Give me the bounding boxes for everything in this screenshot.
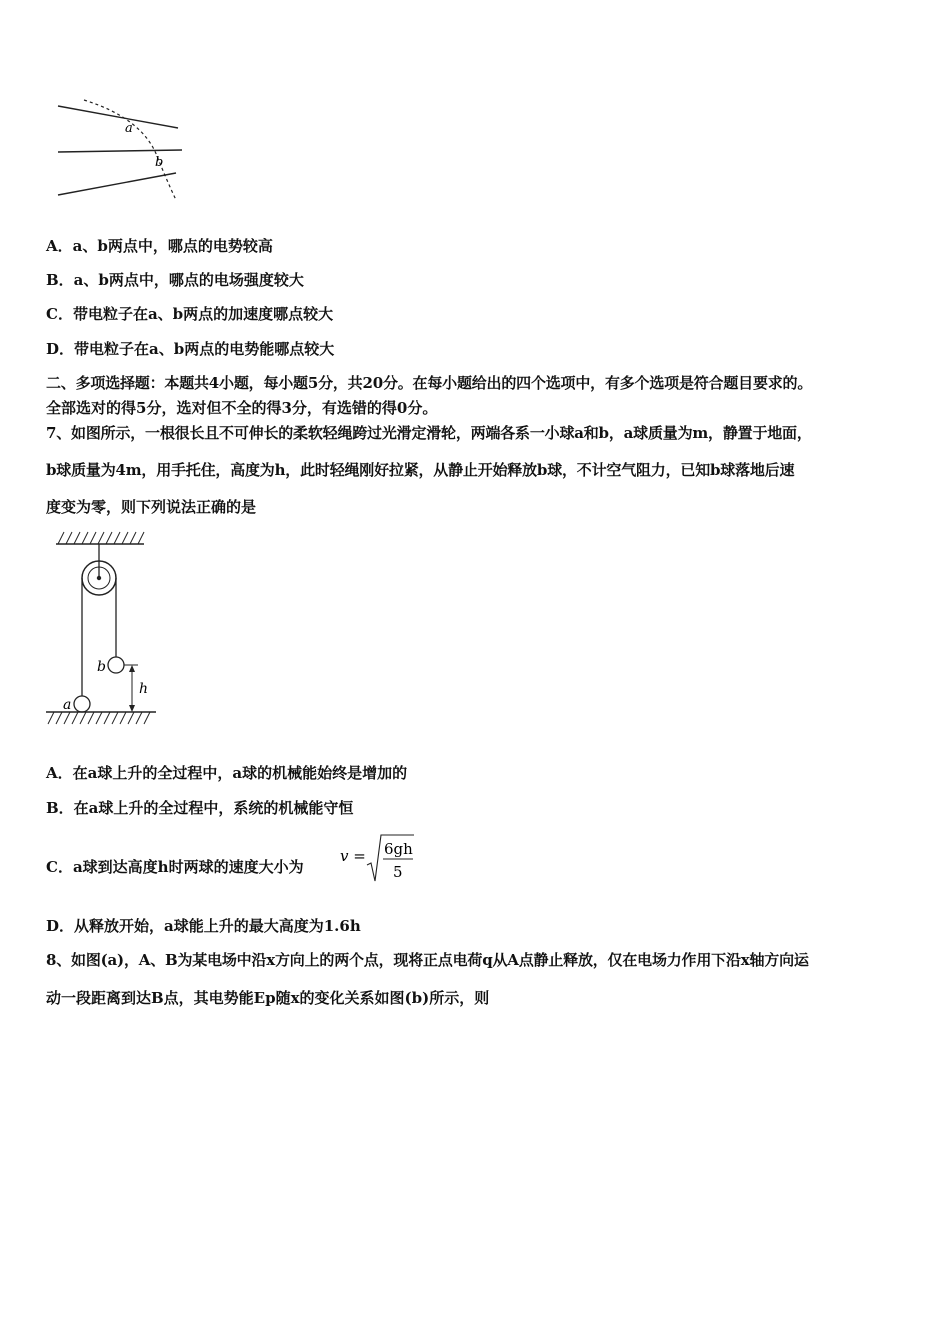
h-label: h [139, 681, 149, 697]
ground-hatch [48, 712, 150, 724]
q8-stem-line2: 动一段距离到达B点，其电势能Ep随x的变化关系如图(b)所示，则 [46, 989, 490, 1007]
ball-b-label: b [97, 659, 106, 675]
q7-option-c-formula [338, 832, 418, 884]
pulley-axle [97, 576, 101, 580]
ball-a-label: a [63, 697, 72, 713]
ceiling-hatch [58, 532, 144, 544]
q6-option-d: D．带电粒子在a、b两点的电势能哪点较大 [46, 340, 335, 358]
section2-instructions-line2: 全部选对的得5分，选对但不全的得3分，有选错的得0分。 [46, 399, 438, 417]
q6-field-diagram [52, 96, 187, 206]
point-b-label: b [155, 155, 164, 170]
q8-stem-line1: 8、如图(a)，A、B为某电场中沿x方向上的两个点，现将正点电荷q从A点静止释放，仅在电场力作用下沿x轴方向运 [46, 951, 809, 969]
q7-stem-line1: 7、如图所示，一根很长且不可伸长的柔软轻绳跨过光滑定滑轮，两端各系一小球a和b，a球质量为m，静置于地面， [46, 424, 812, 442]
q7-stem-line3: 度变为零，则下列说法正确的是 [46, 498, 257, 516]
q6-option-c: C．带电粒子在a、b两点的加速度哪点较大 [46, 305, 334, 323]
q7-option-d: D．从释放开始，a球能上升的最大高度为1.6h [46, 917, 361, 935]
q7-stem-line2: b球质量为4m，用手托住，高度为h，此时轻绳刚好拉紧，从静止开始释放b球，不计空气阻力，已知b球落地后速 [46, 461, 795, 479]
point-a-label: a [125, 121, 133, 136]
formula-numerator: 6gh [384, 840, 413, 858]
q7-option-a: A．在a球上升的全过程中，a球的机械能始终是增加的 [46, 764, 408, 782]
ball-b [108, 657, 124, 673]
ball-a [74, 696, 90, 712]
q6-option-b: B．a、b两点中，哪点的电场强度较大 [46, 271, 304, 289]
q7-option-c-text: C．a球到达高度h时两球的速度大小为 [46, 858, 304, 876]
formula-lhs: v = [340, 847, 366, 865]
field-line-1 [58, 106, 178, 128]
field-line-3 [58, 173, 176, 195]
formula-denominator: 5 [393, 863, 403, 881]
q6-option-a: A．a、b两点中，哪点的电势较高 [46, 237, 273, 255]
section2-instructions-line1: 二、多项选择题：本题共4小题，每小题5分，共20分。在每小题给出的四个选项中，有多个选项是符合题目要求的。 [46, 374, 813, 392]
h-arrow-up [129, 665, 135, 672]
h-arrow-down [129, 705, 135, 712]
q7-option-b: B．在a球上升的全过程中，系统的机械能守恒 [46, 799, 354, 817]
q7-pulley-diagram [40, 526, 165, 726]
field-line-2 [58, 150, 182, 152]
q7-option-c [46, 857, 304, 877]
